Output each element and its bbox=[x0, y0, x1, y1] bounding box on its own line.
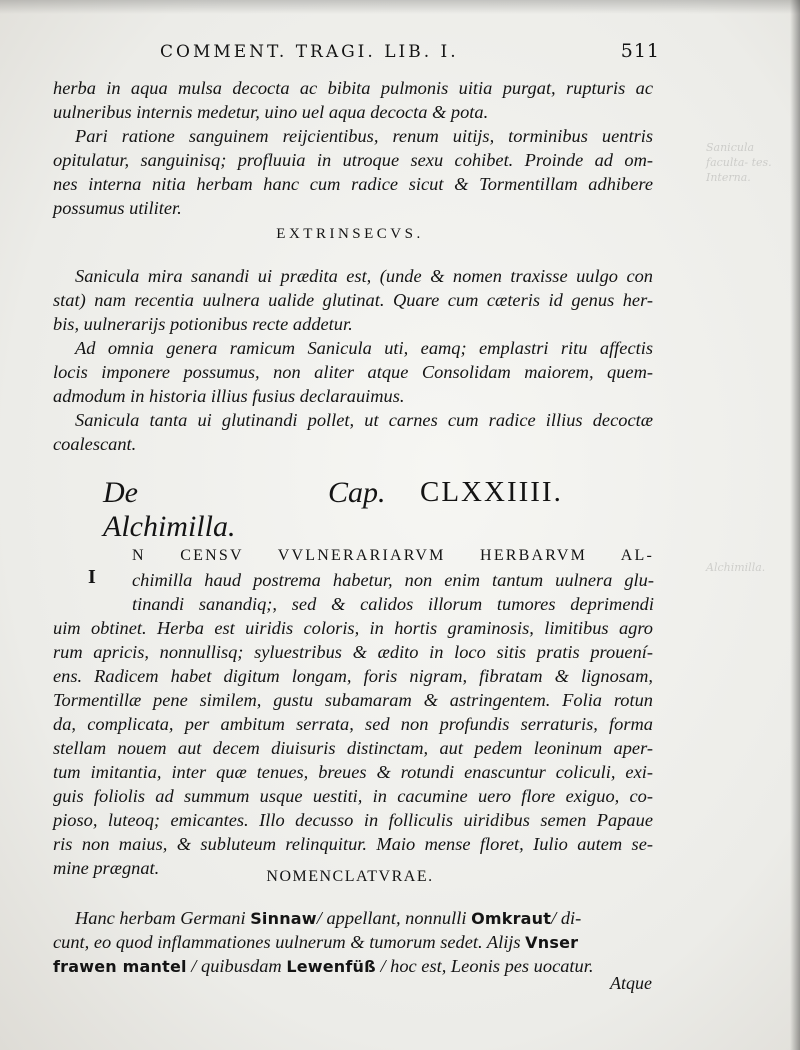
text-line bbox=[53, 954, 593, 979]
text-line: Ad omnia genera ramicum Sanicula uti, eamq; emplastri ritu affectis bbox=[75, 338, 653, 358]
text-line: admodum in historia illius fusius declarauimus. bbox=[53, 386, 405, 406]
text-line bbox=[75, 906, 581, 931]
catchword: Atque bbox=[610, 973, 652, 993]
bleed-through-margin-note: Sanicula faculta- tes. Interna. bbox=[706, 141, 772, 184]
text-line: possumus utiliter. bbox=[53, 198, 182, 218]
running-title: COMMENT. TRAGI. LIB. I. bbox=[160, 42, 459, 62]
page-number: 511 bbox=[620, 40, 660, 62]
text-run: / quibusdam bbox=[186, 956, 287, 976]
text-line: Pari ratione sanguinem reijcientibus, renum uitijs, torminibus uentris bbox=[75, 126, 653, 146]
text-run: / di- bbox=[551, 908, 582, 928]
running-header bbox=[160, 42, 660, 66]
text-run: / hoc est, Leonis pes uocatur. bbox=[375, 956, 594, 976]
section-heading-nomenclaturae: NOMENCLATVRAE. bbox=[266, 868, 434, 885]
text-line: mine prægnat. bbox=[53, 858, 160, 878]
text-line: nes interna nitia herbam hanc cum radice sicut & Tormentillam adhibere bbox=[53, 174, 653, 194]
text-run: Hanc herbam Germani bbox=[75, 908, 251, 928]
text-line: da, complicata, per ambitum serrata, sed non profundis serraturis, forma bbox=[53, 714, 653, 734]
german-term: Lewenfüß bbox=[286, 957, 376, 976]
text-line: tinandi sanandiq;, sed & calidos illorum tumores deprimendi bbox=[132, 594, 654, 614]
text-line: pioso, luteoq; emicantes. Illo decusso in folliculis uiridibus semen Papaue bbox=[53, 810, 653, 830]
text-line: uim obtinet. Herba est uiridis coloris, in hortis graminosis, limitibus agro bbox=[53, 618, 653, 638]
text-line: ens. Radicem habet digitum longam, foris nigram, fibratam & lignosam, bbox=[53, 666, 653, 686]
german-term: frawen mantel bbox=[53, 957, 187, 976]
bleed-through-margin-note: Alchimilla. bbox=[706, 561, 766, 574]
text-line: Tormentillæ pene similem, gustu subamaram & astringentem. Folia rotun bbox=[53, 690, 653, 710]
german-term: Omkraut bbox=[471, 909, 552, 928]
text-line: stat) nam recentia uulnera ualide glutinat. Quare cum cæteris id genus her- bbox=[53, 290, 653, 310]
text-line: opitulatur, sanguinisq; profluuia in utroque sexu cohibet. Proinde ad om- bbox=[53, 150, 653, 170]
initial-letter: I bbox=[88, 566, 96, 588]
text-line: bis, uulnerarijs potionibus recte addetur. bbox=[53, 314, 353, 334]
text-line bbox=[53, 930, 578, 955]
german-term: Sinnaw bbox=[250, 909, 317, 928]
text-run: / appellant, nonnulli bbox=[316, 908, 472, 928]
text-line: stellam nouem aut decem diuisuris distinctam, aut pedem leoninum aper- bbox=[53, 738, 653, 758]
page-top-shadow bbox=[0, 0, 800, 14]
text-line: chimilla haud postrema habetur, non enim tantum uulnera glu- bbox=[132, 570, 654, 590]
text-line: herba in aqua mulsa decocta ac bibita pulmonis uitia purgat, rupturis ac bbox=[53, 78, 653, 98]
text-line: uulneribus internis medetur, uino uel aqua decocta & pota. bbox=[53, 102, 489, 122]
chapter-number: CLXXIIII. bbox=[420, 476, 563, 508]
text-line: ris non maius, & subluteum relinquitur. Maio mense floret, Iulio autem se- bbox=[53, 834, 653, 854]
chapter-label: Cap. bbox=[328, 476, 386, 509]
text-line: Sanicula mira sanandi ui prædita est, (unde & nomen traxisse uulgo con bbox=[75, 266, 653, 286]
german-term: Vnser bbox=[525, 933, 579, 952]
text-line: rum apricis, nonnullisq; syluestribus & ædito in loco sitis pratis prouení- bbox=[53, 642, 653, 662]
text-line: tum imitantia, inter quæ tenues, breues & rotundi enascuntur coliculi, exi- bbox=[53, 762, 653, 782]
text-line: N CENSV VVLNERARIARVM HERBARVM AL- bbox=[132, 547, 654, 564]
section-heading-extrinsecus: EXTRINSECVS. bbox=[276, 226, 424, 242]
chapter-title: De Alchimilla. bbox=[103, 476, 236, 543]
text-line: Sanicula tanta ui glutinandi pollet, ut carnes cum radice illius decoctæ bbox=[75, 410, 653, 430]
text-line: coalescant. bbox=[53, 434, 137, 454]
text-run: cunt, eo quod inflammationes uulnerum & tumorum sedet. Alijs bbox=[53, 932, 526, 952]
text-line: guis foliolis ad summum usque uestiti, in cacumine uero flore exiguo, co- bbox=[53, 786, 653, 806]
text-line: locis imponere possumus, non aliter atque Consolidam maiorem, quem- bbox=[53, 362, 653, 382]
